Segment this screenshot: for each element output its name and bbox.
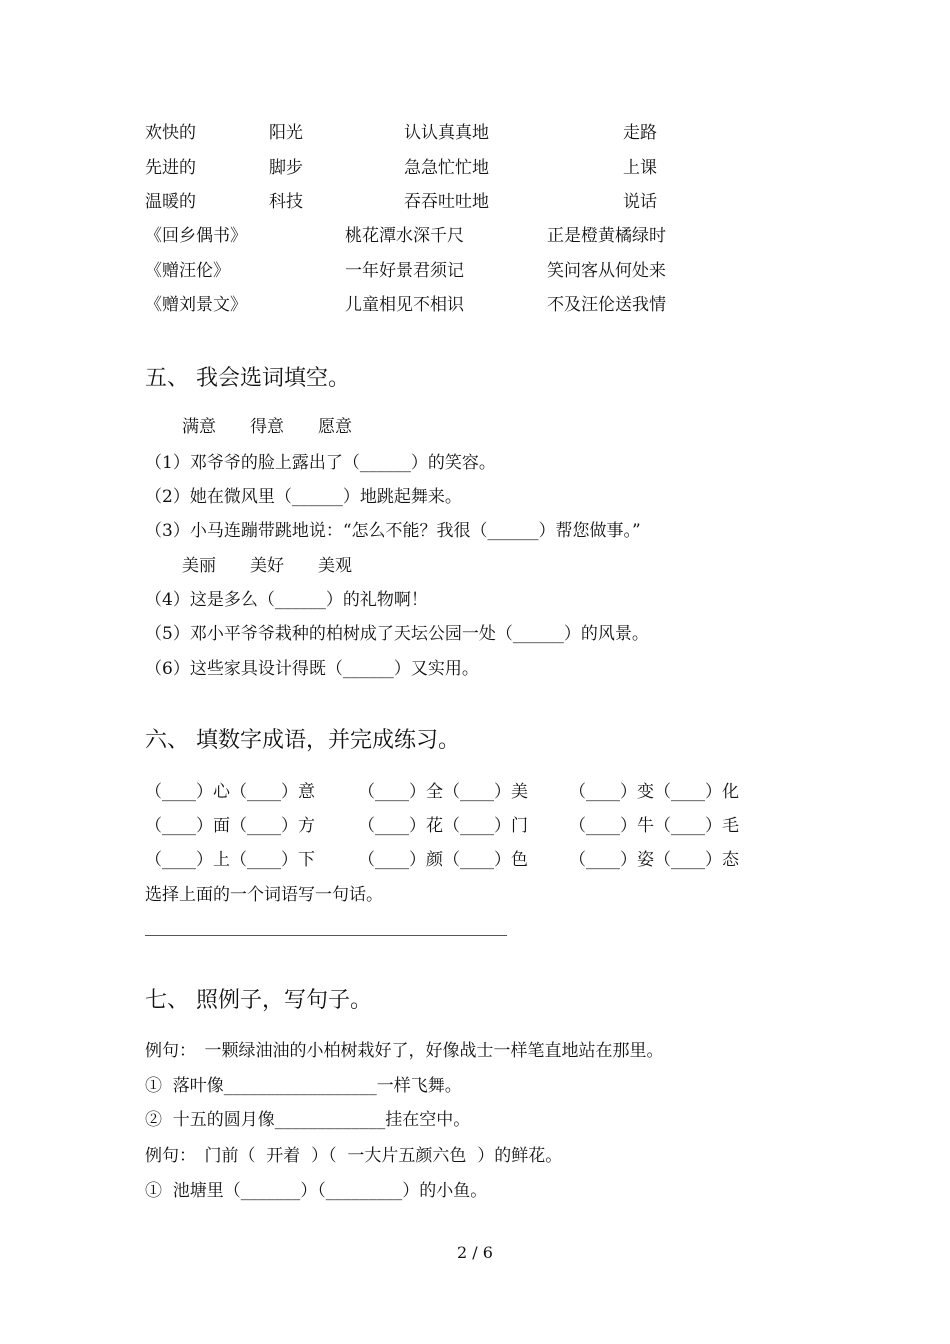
poem-title: 《回乡偶书》	[145, 226, 247, 246]
match-word-left: 温暖的	[145, 192, 196, 212]
match-word-adverb: 吞吞吐吐地	[404, 192, 489, 212]
poem-line-a: 桃花潭水深千尺	[345, 226, 464, 246]
match-word-left: 欢快的	[145, 123, 196, 143]
question-3: ① 池塘里（_______）（_________）的小鱼。	[145, 1181, 488, 1201]
poem-line-a: 儿童相见不相识	[345, 295, 464, 315]
fill-item-6: （6）这些家具设计得既（______）又实用。	[145, 659, 479, 679]
fill-item-2: （2）她在微风里（______）地跳起舞来。	[145, 487, 462, 507]
question-1: ① 落叶像__________________一样飞舞。	[145, 1076, 462, 1096]
example-sentence-2: 例句： 门前（ 开着 ）（ 一大片五颜六色 ）的鲜花。	[145, 1146, 563, 1166]
match-word-noun: 阳光	[269, 123, 303, 143]
match-word-adverb: 急急忙忙地	[404, 158, 489, 178]
match-word-verb: 走路	[623, 123, 657, 143]
match-word-verb: 上课	[623, 158, 657, 178]
fill-item-4: （4）这是多么（______）的礼物啊！	[145, 590, 428, 610]
answer-line	[145, 935, 507, 936]
idiom-blank: （____）姿（____）态	[569, 850, 739, 870]
example-sentence-1: 例句： 一颗绿油油的小柏树栽好了，好像战士一样笔直地站在那里。	[145, 1041, 664, 1061]
poem-line-b: 不及汪伦送我情	[547, 295, 666, 315]
word-bank-1: 满意 得意 愿意	[182, 417, 352, 437]
fill-item-3: （3）小马连蹦带跳地说：“怎么不能？我很（______）帮您做事。”	[145, 521, 641, 541]
word-bank-2: 美丽 美好 美观	[182, 556, 352, 576]
fill-item-1: （1）邓爷爷的脸上露出了（______）的笑容。	[145, 453, 496, 473]
page-number: 2 / 6	[457, 1243, 493, 1262]
poem-line-a: 一年好景君须记	[345, 261, 464, 281]
match-word-noun: 科技	[269, 192, 303, 212]
idiom-blank: （____）面（____）方	[145, 816, 315, 836]
fill-item-5: （5）邓小平爷爷栽种的柏树成了天坛公园一处（______）的风景。	[145, 624, 649, 644]
section-6-title: 六、 填数字成语，并完成练习。	[145, 728, 460, 753]
idiom-blank: （____）心（____）意	[145, 782, 315, 802]
section-7-title: 七、 照例子，写句子。	[145, 988, 372, 1013]
idiom-blank: （____）花（____）门	[358, 816, 528, 836]
match-word-left: 先进的	[145, 158, 196, 178]
idiom-blank: （____）变（____）化	[569, 782, 739, 802]
poem-title: 《赠刘景文》	[145, 295, 247, 315]
match-word-verb: 说话	[623, 192, 657, 212]
idiom-blank: （____）牛（____）毛	[569, 816, 739, 836]
poem-title: 《赠汪伦》	[145, 261, 230, 281]
match-word-adverb: 认认真真地	[404, 123, 489, 143]
idiom-blank: （____）颜（____）色	[358, 850, 528, 870]
match-word-noun: 脚步	[269, 158, 303, 178]
poem-line-b: 正是橙黄橘绿时	[547, 226, 666, 246]
idiom-blank: （____）全（____）美	[358, 782, 528, 802]
section-5-title: 五、 我会选词填空。	[145, 366, 350, 391]
idiom-blank: （____）上（____）下	[145, 850, 315, 870]
sentence-prompt: 选择上面的一个词语写一句话。	[145, 885, 383, 905]
poem-line-b: 笑问客从何处来	[547, 261, 666, 281]
question-2: ② 十五的圆月像_____________挂在空中。	[145, 1110, 471, 1130]
